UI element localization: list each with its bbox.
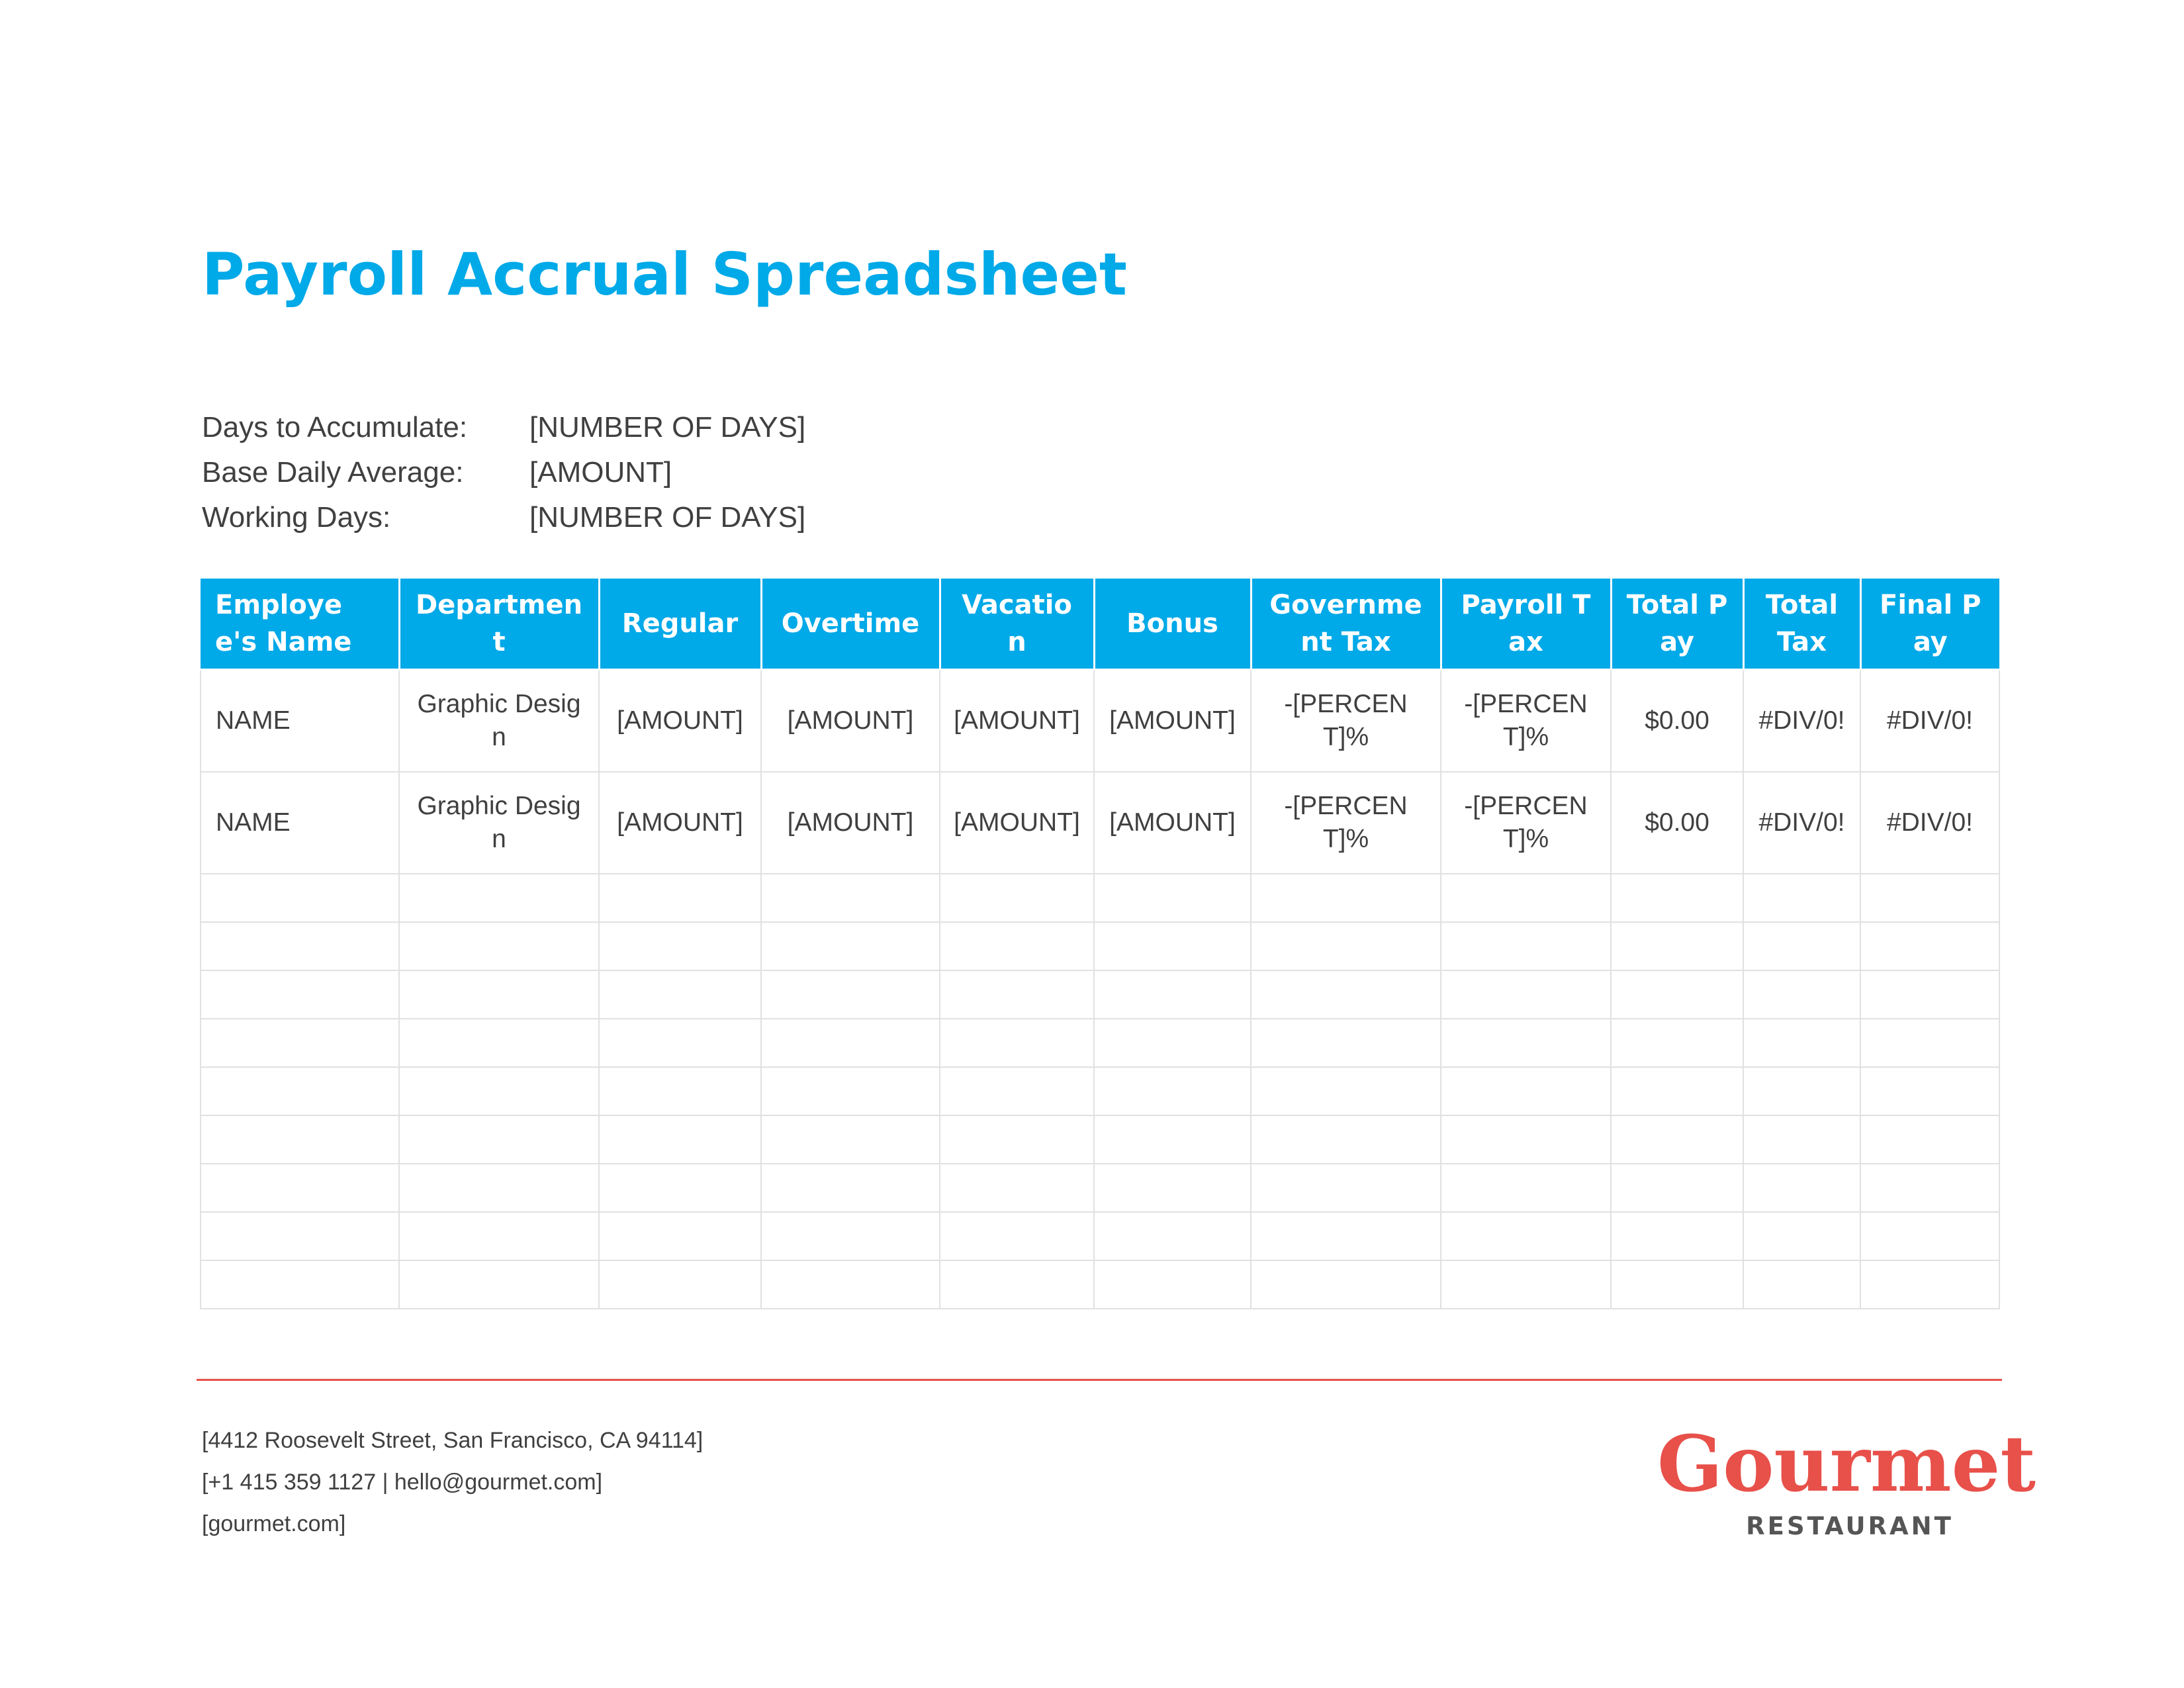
info-row-days-to-accumulate <box>202 405 805 450</box>
column-header-department: Department <box>399 579 599 670</box>
gourmet-restaurant-logo <box>1657 1417 2036 1542</box>
cell-total-tax[interactable]: #DIV/0! <box>1743 772 1860 874</box>
cell-final-pay[interactable]: #DIV/0! <box>1860 670 1999 773</box>
empty-cell[interactable] <box>940 970 1094 1019</box>
info-label: Working Days: <box>202 501 391 534</box>
empty-cell[interactable] <box>599 1067 761 1115</box>
empty-cell[interactable] <box>1094 922 1251 970</box>
column-header-bonus: Bonus <box>1094 579 1251 670</box>
column-header-overtime: Overtime <box>761 579 940 670</box>
empty-cell[interactable] <box>1743 1115 1860 1164</box>
empty-cell[interactable] <box>1441 1212 1611 1260</box>
empty-cell[interactable] <box>1743 874 1860 922</box>
column-header-government-tax: Government Tax <box>1251 579 1441 670</box>
empty-cell[interactable] <box>1094 1164 1251 1212</box>
empty-cell[interactable] <box>1611 1019 1743 1067</box>
cell-employee-name[interactable]: NAME <box>201 772 399 874</box>
empty-cell[interactable] <box>761 922 940 970</box>
cell-total-pay[interactable]: $0.00 <box>1611 772 1743 874</box>
cell-regular[interactable]: [AMOUNT] <box>599 772 761 874</box>
empty-cell[interactable] <box>1743 1260 1860 1309</box>
empty-cell[interactable] <box>1251 1164 1441 1212</box>
empty-cell[interactable] <box>399 970 599 1019</box>
empty-cell[interactable] <box>761 1260 940 1309</box>
empty-cell[interactable] <box>1611 1115 1743 1164</box>
empty-cell[interactable] <box>940 1019 1094 1067</box>
column-header-vacation: Vacation <box>940 579 1094 670</box>
info-value: [AMOUNT] <box>529 456 672 489</box>
empty-cell[interactable] <box>599 970 761 1019</box>
empty-cell[interactable] <box>1743 1164 1860 1212</box>
empty-cell[interactable] <box>399 1212 599 1260</box>
empty-cell[interactable] <box>599 1019 761 1067</box>
empty-cell[interactable] <box>1441 874 1611 922</box>
footer-phone-email: [+1 415 359 1127 | hello@gourmet.com] <box>202 1470 603 1495</box>
empty-cell[interactable] <box>399 874 599 922</box>
footer-divider <box>197 1379 2002 1381</box>
empty-cell[interactable] <box>201 1260 399 1309</box>
cell-department[interactable]: Graphic Design <box>399 670 599 773</box>
info-label: Days to Accumulate: <box>202 411 468 444</box>
empty-cell[interactable] <box>1611 1164 1743 1212</box>
empty-cell[interactable] <box>1743 922 1860 970</box>
empty-table-row <box>201 1115 1999 1164</box>
empty-cell[interactable] <box>1441 1164 1611 1212</box>
cell-government-tax[interactable]: -[PERCENT]% <box>1251 670 1441 773</box>
empty-cell[interactable] <box>1251 1019 1441 1067</box>
payroll-table <box>200 579 2000 1309</box>
column-header-payroll-tax: Payroll Tax <box>1441 579 1611 670</box>
cell-total-pay[interactable]: $0.00 <box>1611 670 1743 773</box>
empty-cell[interactable] <box>1441 1019 1611 1067</box>
empty-cell[interactable] <box>1441 970 1611 1019</box>
empty-table-row <box>201 1212 1999 1260</box>
cell-payroll-tax[interactable]: -[PERCENT]% <box>1441 670 1611 773</box>
empty-cell[interactable] <box>399 1260 599 1309</box>
empty-cell[interactable] <box>761 1019 940 1067</box>
cell-overtime[interactable]: [AMOUNT] <box>761 772 940 874</box>
column-header-total-tax: Total Tax <box>1743 579 1860 670</box>
cell-total-tax[interactable]: #DIV/0! <box>1743 670 1860 773</box>
empty-cell[interactable] <box>1611 970 1743 1019</box>
empty-cell[interactable] <box>1860 970 1999 1019</box>
empty-cell[interactable] <box>599 1260 761 1309</box>
empty-table-row <box>201 874 1999 922</box>
empty-table-row <box>201 1164 1999 1212</box>
empty-cell[interactable] <box>201 874 399 922</box>
empty-cell[interactable] <box>201 922 399 970</box>
empty-cell[interactable] <box>1860 1067 1999 1115</box>
empty-cell[interactable] <box>1251 970 1441 1019</box>
empty-cell[interactable] <box>1611 1067 1743 1115</box>
empty-cell[interactable] <box>1743 1019 1860 1067</box>
cell-bonus[interactable]: [AMOUNT] <box>1094 772 1251 874</box>
empty-cell[interactable] <box>399 1019 599 1067</box>
empty-cell[interactable] <box>940 1164 1094 1212</box>
empty-cell[interactable] <box>1860 922 1999 970</box>
column-header-final-pay: Final Pay <box>1860 579 1999 670</box>
empty-cell[interactable] <box>940 1212 1094 1260</box>
empty-cell[interactable] <box>1094 1019 1251 1067</box>
empty-cell[interactable] <box>1860 1019 1999 1067</box>
empty-cell[interactable] <box>201 1067 399 1115</box>
footer-address: [4412 Roosevelt Street, San Francisco, CA 94114] <box>202 1428 704 1453</box>
empty-cell[interactable] <box>1743 970 1860 1019</box>
cell-overtime[interactable]: [AMOUNT] <box>761 670 940 773</box>
empty-cell[interactable] <box>1094 1260 1251 1309</box>
empty-cell[interactable] <box>761 1115 940 1164</box>
empty-table-row <box>201 970 1999 1019</box>
empty-cell[interactable] <box>1860 1260 1999 1309</box>
empty-cell[interactable] <box>940 1260 1094 1309</box>
empty-cell[interactable] <box>599 1164 761 1212</box>
logo-tagline: RESTAURANT <box>1746 1512 1954 1540</box>
empty-cell[interactable] <box>399 922 599 970</box>
empty-cell[interactable] <box>761 874 940 922</box>
table-header-row <box>201 579 1999 670</box>
empty-cell[interactable] <box>1860 1115 1999 1164</box>
page-title: Payroll Accrual Spreadsheet <box>202 240 1127 308</box>
empty-cell[interactable] <box>399 1115 599 1164</box>
empty-cell[interactable] <box>201 1212 399 1260</box>
cell-employee-name[interactable]: NAME <box>201 670 399 773</box>
empty-cell[interactable] <box>940 1115 1094 1164</box>
empty-cell[interactable] <box>1611 922 1743 970</box>
table-row <box>201 670 1999 773</box>
empty-cell[interactable] <box>761 1164 940 1212</box>
column-header-employee-name: Employee's Name <box>201 579 399 670</box>
table-row <box>201 772 1999 874</box>
footer-website: [gourmet.com] <box>202 1511 346 1536</box>
empty-table-row <box>201 1260 1999 1309</box>
empty-cell[interactable] <box>1743 1212 1860 1260</box>
empty-cell[interactable] <box>1094 874 1251 922</box>
empty-cell[interactable] <box>399 1164 599 1212</box>
cell-final-pay[interactable]: #DIV/0! <box>1860 772 1999 874</box>
empty-cell[interactable] <box>201 1115 399 1164</box>
empty-cell[interactable] <box>1094 1212 1251 1260</box>
empty-table-row <box>201 1067 1999 1115</box>
info-row-working-days <box>202 495 805 540</box>
empty-cell[interactable] <box>1094 1067 1251 1115</box>
empty-cell[interactable] <box>761 1067 940 1115</box>
empty-cell[interactable] <box>599 874 761 922</box>
empty-cell[interactable] <box>940 1067 1094 1115</box>
cell-department[interactable]: Graphic Design <box>399 772 599 874</box>
empty-cell[interactable] <box>1251 1115 1441 1164</box>
cell-bonus[interactable]: [AMOUNT] <box>1094 670 1251 773</box>
empty-cell[interactable] <box>1251 922 1441 970</box>
empty-cell[interactable] <box>1743 1067 1860 1115</box>
empty-cell[interactable] <box>201 1164 399 1212</box>
empty-cell[interactable] <box>1611 1212 1743 1260</box>
footer-contact <box>202 1420 703 1545</box>
empty-cell[interactable] <box>1860 874 1999 922</box>
empty-cell[interactable] <box>1860 1212 1999 1260</box>
empty-cell[interactable] <box>940 874 1094 922</box>
column-header-total-pay: Total Pay <box>1611 579 1743 670</box>
cell-payroll-tax[interactable]: -[PERCENT]% <box>1441 772 1611 874</box>
empty-cell[interactable] <box>201 970 399 1019</box>
cell-government-tax[interactable]: -[PERCENT]% <box>1251 772 1441 874</box>
cell-vacation[interactable]: [AMOUNT] <box>940 670 1094 773</box>
empty-cell[interactable] <box>399 1067 599 1115</box>
empty-cell[interactable] <box>1860 1164 1999 1212</box>
cell-vacation[interactable]: [AMOUNT] <box>940 772 1094 874</box>
info-label: Base Daily Average: <box>202 456 464 489</box>
empty-cell[interactable] <box>1094 970 1251 1019</box>
empty-cell[interactable] <box>1441 1260 1611 1309</box>
empty-table-row <box>201 1019 1999 1067</box>
empty-cell[interactable] <box>761 1212 940 1260</box>
empty-cell[interactable] <box>599 1212 761 1260</box>
empty-cell[interactable] <box>1094 1115 1251 1164</box>
info-row-base-daily-average <box>202 450 805 495</box>
empty-cell[interactable] <box>599 1115 761 1164</box>
empty-cell[interactable] <box>1611 874 1743 922</box>
logo-wordmark: Gourmet <box>1657 1419 2036 1509</box>
empty-cell[interactable] <box>599 922 761 970</box>
empty-cell[interactable] <box>761 970 940 1019</box>
empty-cell[interactable] <box>940 922 1094 970</box>
empty-table-row <box>201 922 1999 970</box>
column-header-regular: Regular <box>599 579 761 670</box>
accrual-parameters <box>202 405 805 540</box>
empty-cell[interactable] <box>1251 1067 1441 1115</box>
empty-cell[interactable] <box>1251 1260 1441 1309</box>
cell-regular[interactable]: [AMOUNT] <box>599 670 761 773</box>
empty-cell[interactable] <box>1441 922 1611 970</box>
empty-cell[interactable] <box>1441 1067 1611 1115</box>
empty-cell[interactable] <box>1251 874 1441 922</box>
info-value: [NUMBER OF DAYS] <box>529 411 806 444</box>
empty-cell[interactable] <box>1441 1115 1611 1164</box>
empty-cell[interactable] <box>201 1019 399 1067</box>
info-value: [NUMBER OF DAYS] <box>529 501 806 534</box>
empty-cell[interactable] <box>1611 1260 1743 1309</box>
empty-cell[interactable] <box>1251 1212 1441 1260</box>
